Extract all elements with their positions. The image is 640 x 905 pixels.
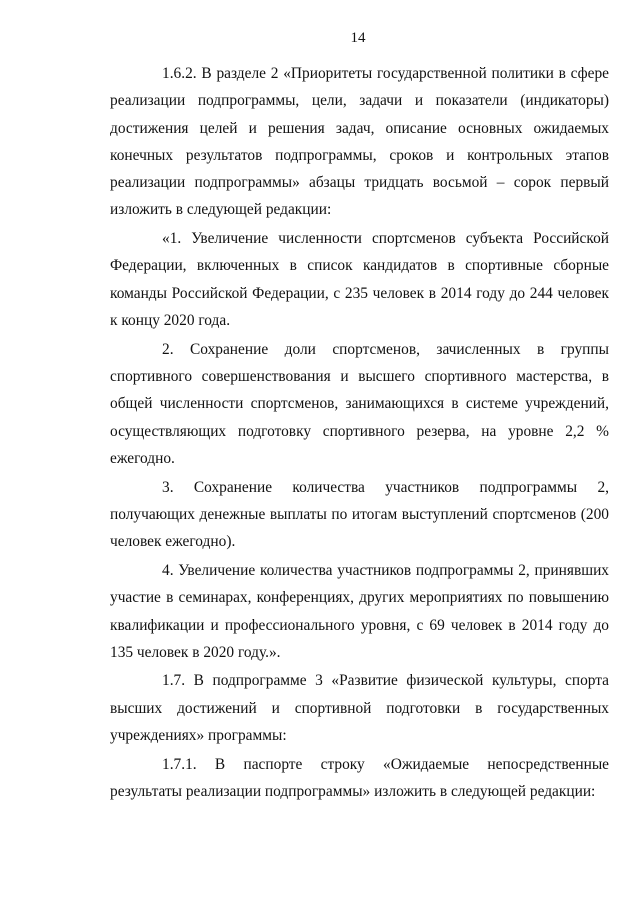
page-number: 14 — [350, 30, 366, 46]
paragraph-item-4: 4. Увеличение количества участников подпрограммы 2, принявших участие в семинарах, конференциях, других мероприятиях по повышению квалификации и профессионального уровня, с 69 человек в 2014 году до 135 человек в 2020 году.». — [110, 561, 609, 661]
paragraph-1-7-1: 1.7.1. В паспорте строку «Ожидаемые непосредственные результаты реализации подпрограммы» изложить в следующей редакции: — [110, 755, 609, 801]
paragraph-1-6-2: 1.6.2. В разделе 2 «Приоритеты государственной политики в сфере реализации подпрограммы, цели, задачи и показатели (индикаторы) достижения целей и решения задач, описание основных ожидаемых конечных результатов подпрограммы, сроков и контрольных этапов реализации подпрограммы» абзацы тридцать восьмой – сорок первый изложить в следующей редакции: — [110, 65, 609, 219]
paragraph-1-7: 1.7. В подпрограмме 3 «Развитие физической культуры, спорта высших достижений и спортивной подготовки в государственных учреждениях» программы: — [110, 672, 609, 745]
paragraph-item-2: 2. Сохранение доли спортсменов, зачисленных в группы спортивного совершенствования и высшего спортивного мастерства, в общей численности спортсменов, занимающихся в системе учреждений, осуществляющих подготовку спортивного резерва, на уровне 2,2 % ежегодно. — [110, 340, 609, 467]
paragraph-item-3: 3. Сохранение количества участников подпрограммы 2, получающих денежные выплаты по итогам выступлений спортсменов (200 человек ежегодно). — [110, 478, 609, 551]
document-body — [110, 60, 609, 807]
paragraph-item-1: «1. Увеличение численности спортсменов субъекта Российской Федерации, включенных в список кандидатов в спортивные сборные команды Российской Федерации, с 235 человек в 2014 году до 244 человек к концу 2020 года. — [110, 230, 609, 330]
